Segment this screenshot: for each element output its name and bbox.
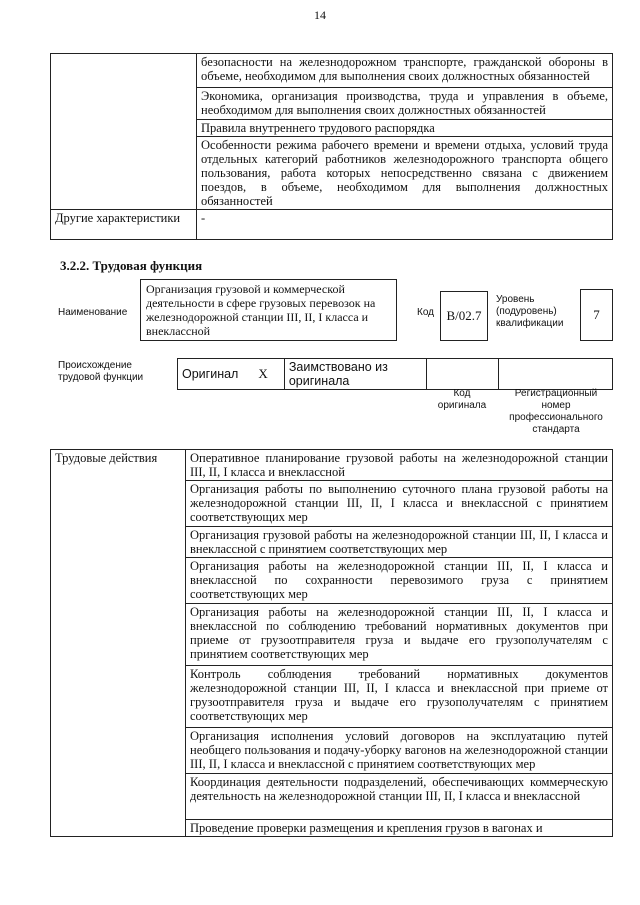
knowledge-row: Правила внутреннего трудового распорядка [197, 120, 613, 137]
knowledge-row: Экономика, организация производства, труда и управления в объеме, необходимом для выполнения своих должностных обязанностей [197, 88, 613, 120]
knowledge-table [50, 53, 613, 240]
original-mark: X [242, 359, 284, 390]
registration-number-cell [498, 359, 612, 390]
labor-action-row: Проведение проверки размещения и крепления грузов в вагонах и [186, 820, 613, 837]
code-value: B/02.7 [446, 308, 482, 323]
labor-action-row: Организация грузовой работы на железнодорожной станции III, II, I класса и внеклассной с принятием соответствующих мер [186, 527, 613, 558]
code-box [440, 291, 488, 341]
labor-actions-table [50, 449, 613, 837]
function-name-box [140, 279, 397, 341]
borrowed-label: Заимствовано из оригинала [284, 359, 426, 390]
labor-action-row: Организация работы на железнодорожной станции III, II, I класса и внеклассной по соблюдению требований нормативных документов при приеме от грузоотправителя груза и выдаче его грузополучателям с принятием соответствующих мер [186, 604, 613, 666]
labor-action-row: Организация работы по выполнению суточного плана грузовой работы на железнодорожной станции III, II, I класса и внеклассной с принятием соответствующих мер [186, 481, 613, 527]
labor-actions-label: Трудовые действия [51, 450, 186, 837]
origin-label: Происхождение трудовой функции [58, 360, 144, 383]
page-number: 14 [314, 8, 326, 22]
empty-label-cell [51, 54, 197, 210]
registration-caption: Регистрационный номер профессионального стандарта [509, 388, 603, 435]
other-characteristics-label: Другие характеристики [51, 210, 197, 240]
knowledge-row: безопасности на железнодорожном транспорте, гражданской обороны в объеме, необходимом для выполнения своих должностных обязанностей [197, 54, 613, 88]
code-original-caption: Код оригинала [437, 388, 487, 411]
original-label: Оригинал [178, 359, 243, 390]
name-label: Наименование [58, 307, 128, 318]
origin-table [177, 358, 613, 390]
code-label: Код [417, 307, 435, 318]
function-name: Организация грузовой и коммерческой деятельности в сфере грузовых перевозок на железнодорожной станции III, II, I класса и внеклассной [146, 282, 376, 338]
other-characteristics-value: - [197, 210, 613, 240]
level-box [580, 289, 613, 341]
original-code-cell [426, 359, 498, 390]
knowledge-row: Особенности режима рабочего времени и времени отдыха, условий труда отдельных категорий работников железнодорожного транспорта общего пользования, работа которых непосредственно связана с движением поездов, в объеме, необходимом для выполнения должностных обязанностей [197, 137, 613, 210]
labor-action-row: Организация работы на железнодорожной станции III, II, I класса и внеклассной по сохранности перевозимого груза с принятием соответствующих мер [186, 558, 613, 604]
labor-action-row: Организация исполнения условий договоров на эксплуатацию путей необщего пользования и подачу-уборку вагонов на железнодорожной станции III, II, I класса и внеклассной с принятием соответствующих мер [186, 728, 613, 774]
section-heading: 3.2.2. Трудовая функция [60, 258, 203, 273]
labor-action-row: Оперативное планирование грузовой работы на железнодорожной станции III, II, I класса и внеклассной [186, 450, 613, 481]
level-label: Уровень (подуровень) квалификации [496, 294, 564, 329]
labor-action-row: Контроль соблюдения требований нормативных документов железнодорожной станции III, II, I класса и внеклассной при приеме от грузоотправителя груза и выдаче его грузополучателям с принятием соответствующих мер [186, 666, 613, 728]
level-value: 7 [593, 307, 600, 322]
labor-action-row: Координация деятельности подразделений, обеспечивающих коммерческую деятельность на железнодорожной станции III, II, I класса и внеклассной [186, 774, 613, 820]
